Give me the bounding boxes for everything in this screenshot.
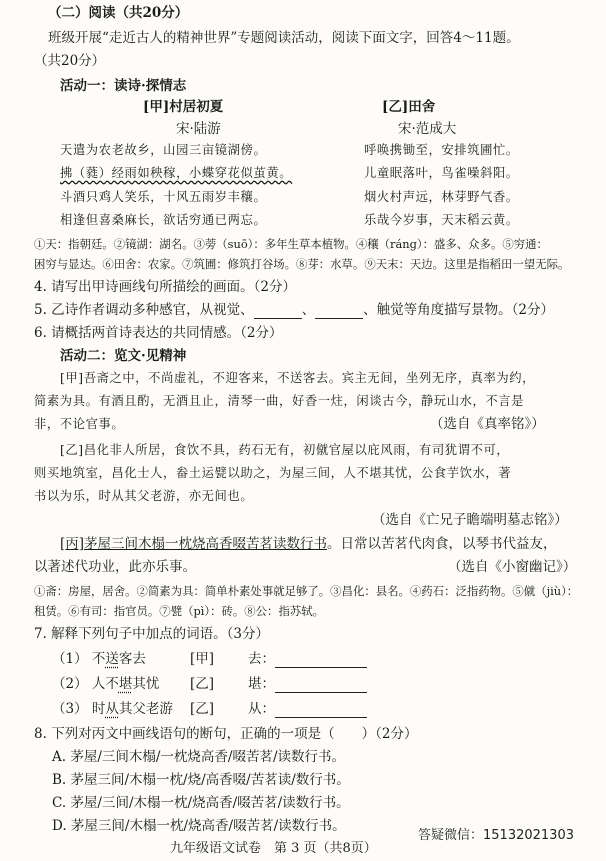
q7-item-3-pre: 时 <box>91 701 106 717</box>
q7-item-2-blank[interactable] <box>275 678 367 693</box>
q7-item-2-source: [乙] <box>190 676 215 692</box>
source-b: （选自《亡兄子瞻端明墓志铭》） <box>372 512 568 528</box>
text-a-line-3: 非，不论官事。 <box>34 417 125 431</box>
activity-2-title: 活动二：览文·见精神 <box>60 348 187 364</box>
q8-option-a[interactable]: A. 茅屋/三间木榻/一枕烧高香/啜苦茗/读数行书。 <box>52 749 346 765</box>
text-note-2: 租赁。⑥有司：指官员。⑦甓（pì）：砖。⑧公：指苏轼。 <box>34 604 325 618</box>
q7-item-3-answer <box>248 700 367 718</box>
intro-line-2: （共20分） <box>34 53 106 69</box>
intro-line-1: 班级开展“走近古人的精神世界”专题阅读活动，阅读下面文字，回答4～11题。 <box>48 30 520 46</box>
q7-item-2 <box>52 675 159 693</box>
text-c-underlined-sentence: [丙]茅屋三间木榻一枕烧高香啜苦茗读数行书 <box>60 536 328 552</box>
q8-option-c[interactable]: C. 茅屋/三间/木榻一枕/烧高香/啜苦茗/读数行书。 <box>52 795 350 811</box>
poem-a-line-4: 相逢但喜桑麻长，欲话穷通已两忘。 <box>60 213 267 227</box>
question-6: 6. 请概括两首诗表达的共同情感。（2分） <box>34 325 283 341</box>
q7-item-1-dotted-word: 送 <box>105 651 119 667</box>
q7-item-3-word: 从： <box>248 701 275 717</box>
q7-item-2-post: 其忧 <box>132 676 160 692</box>
q7-item-1-pre: 不 <box>91 651 106 667</box>
text-b-line-3: 书以为乐，时从其父老游，亦无间也。 <box>34 489 254 503</box>
q7-item-2-pre: 人不 <box>91 676 119 692</box>
section-title: （二）阅读（共20分） <box>48 5 189 21</box>
q7-item-1 <box>52 650 146 668</box>
poem-note-2: 困穷与显达。⑥田舍：农家。⑦筑圃：修筑打谷场。⑧芽：水草。⑨天末：天边。这里是指稻田一望无际。 <box>34 257 570 271</box>
poem-b-line-1: 呼唤携锄至，安排筑圃忙。 <box>364 143 519 157</box>
text-c-rest: 。日常以苦茗代肉食，以琴书代益友， <box>327 536 557 552</box>
q7-item-3-post: 其父老游 <box>118 701 173 717</box>
q7-item-2-word: 堪： <box>248 676 275 692</box>
poem-a-title: [甲]村居初夏 <box>143 99 224 115</box>
question-4: 4. 请写出甲诗画线句所描绘的画面。（2分） <box>34 279 297 295</box>
watermark-contact: 答疑微信：15132021303 <box>418 828 574 843</box>
q7-item-2-num: （2） <box>52 676 88 692</box>
q5-pre: 5. 乙诗作者调动多种感官，从视觉、 <box>34 302 254 318</box>
text-note-1: ①斋：房屋，居舍。②简素为具：简单朴素处事就足够了。③昌化：县名。④药石：泛指药物。⑤僦（jiù）： <box>34 584 579 598</box>
text-c-line-1 <box>60 535 557 553</box>
poem-a-line-2-underlined: 拂（蕤）经雨如秧稼，小蝶穿花似茧黄。 <box>60 166 293 180</box>
q7-item-3-blank[interactable] <box>275 703 367 718</box>
q7-item-2-dotted-word: 堪 <box>118 676 133 692</box>
question-5 <box>34 301 554 319</box>
q7-item-3-num: （3） <box>52 701 88 717</box>
q8-option-b[interactable]: B. 茅屋三间/木榻一枕/烧/高香啜/苦茗读/数行书。 <box>52 772 350 788</box>
q5-blank-2[interactable] <box>315 304 363 319</box>
question-8: 8. 下列对丙文中画线语句的断句，正确的一项是（ ）（2分） <box>34 726 418 742</box>
text-b-line-2: 则买地筑室，昌化士人，畚土运甓以助之，为屋三间，人不堪其忧，公食芋饮水，著 <box>34 466 512 480</box>
source-c: （选自《小窗幽记》） <box>448 559 577 575</box>
q7-item-3-source: [乙] <box>190 701 215 717</box>
q5-blank-1[interactable] <box>254 304 302 319</box>
q7-item-3 <box>52 700 173 718</box>
poem-b-line-4: 乐哉今岁事，天末稻云黄。 <box>364 213 519 227</box>
q7-item-1-source: [甲] <box>190 651 215 667</box>
q7-item-1-word: 去： <box>248 651 275 667</box>
text-b-line-1: [乙]昌化非人所居，食饮不具，药石无有，初僦官屋以庇风雨，有司犹谓不可， <box>60 443 510 457</box>
text-c-line-2: 以著述代功业，此亦乐事。 <box>34 559 196 575</box>
text-a-line-2: 简素为具。有酒且酌，无酒且止，清琴一曲，好香一炷，闲谈古今，静玩山水，不言是 <box>34 394 525 408</box>
q7-item-1-num: （1） <box>52 651 88 667</box>
page-footer: 九年级语文试卷 第 3 页（共8页） <box>170 841 377 856</box>
poem-b-author: 宋·范成大 <box>398 121 457 137</box>
poem-a-author: 宋·陆游 <box>176 121 221 137</box>
poem-note-1: ①天：指朝廷。②镜湖：湖名。③蒡（suō）：多年生草本植物。④穰（ráng）：盛多、众多。⑤穷通： <box>34 237 548 251</box>
question-7: 7. 解释下列句子中加点的词语。（3分） <box>34 626 270 642</box>
q5-post: 、触觉等角度描写景物。（2分） <box>363 302 555 318</box>
activity-1-title: 活动一：读诗·探情志 <box>60 78 187 94</box>
poem-b-line-3: 烟火村声远，林芽野气香。 <box>364 190 519 204</box>
q7-item-1-post: 客去 <box>118 651 146 667</box>
poem-b-line-2: 儿童眠落叶，鸟雀噪斜阳。 <box>364 166 519 180</box>
poem-a-line-3: 斗酒只鸡人笑乐，十风五雨岁丰穰。 <box>60 190 267 204</box>
q7-item-2-answer <box>248 675 367 693</box>
q7-item-1-blank[interactable] <box>275 653 367 668</box>
q5-mid: 、 <box>301 302 316 318</box>
q7-item-3-dotted-word: 从 <box>105 701 119 717</box>
poem-b-title: [乙]田舍 <box>382 99 436 115</box>
q8-option-d[interactable]: D. 茅屋三间/木榻一枕/烧高香/啜苦茗/读数行书。 <box>52 818 346 834</box>
source-a: （选自《真率铭》） <box>430 416 545 432</box>
q7-item-1-answer <box>248 650 367 668</box>
poem-a-line-1: 天遣为农老故乡，山园三亩镜湖傍。 <box>60 143 267 157</box>
text-a-line-1: [甲]吾斋之中，不尚虚礼，不迎客来，不送客去。宾主无间，坐列无序，真率为约， <box>60 371 536 385</box>
